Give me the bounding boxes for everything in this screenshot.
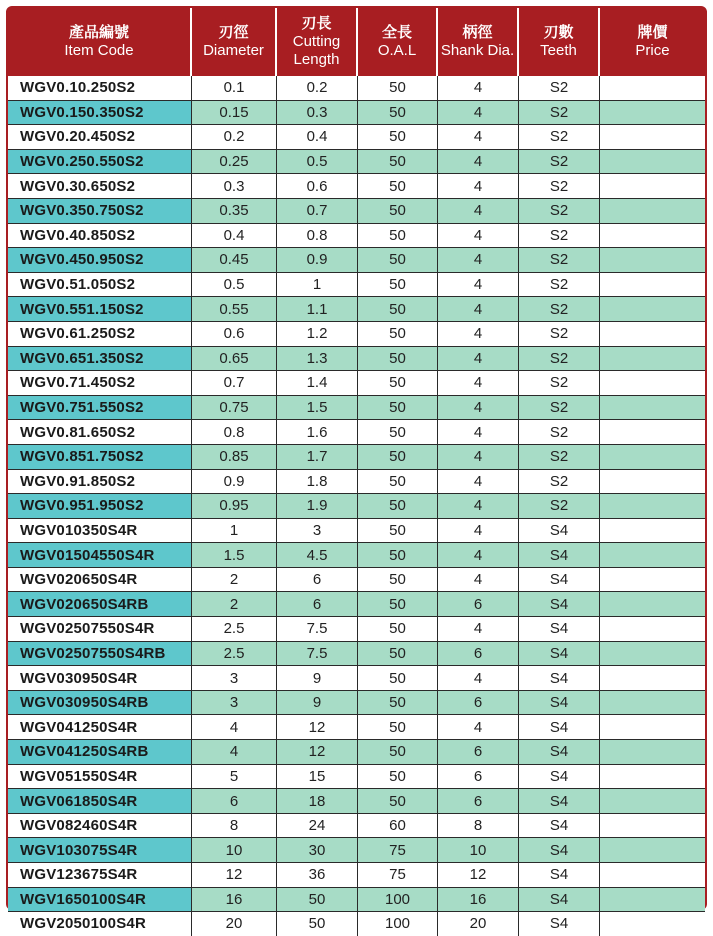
table-row — [8, 149, 705, 174]
cell-shank-dia: 4 — [438, 665, 519, 690]
cell-item-code: WGV0.350.750S2 — [8, 198, 192, 223]
cell-cutting-length: 1.6 — [277, 419, 358, 444]
cell-item-code: WGV1650100S4R — [8, 887, 192, 912]
cell-diameter: 0.45 — [192, 247, 277, 272]
cell-price — [600, 100, 705, 125]
cell-item-code: WGV0.250.550S2 — [8, 149, 192, 174]
cell-cutting-length: 7.5 — [277, 616, 358, 641]
cell-item-code: WGV0.61.250S2 — [8, 321, 192, 346]
cell-diameter: 0.8 — [192, 419, 277, 444]
table-row — [8, 714, 705, 739]
cell-shank-dia: 4 — [438, 616, 519, 641]
cell-shank-dia: 4 — [438, 542, 519, 567]
cell-diameter: 2.5 — [192, 641, 277, 666]
cell-cutting-length: 36 — [277, 862, 358, 887]
cell-oal: 50 — [358, 764, 438, 789]
cell-diameter: 2 — [192, 591, 277, 616]
cell-diameter: 12 — [192, 862, 277, 887]
cell-item-code: WGV123675S4R — [8, 862, 192, 887]
table-row — [8, 862, 705, 887]
cell-diameter: 0.4 — [192, 223, 277, 248]
cell-oal: 50 — [358, 518, 438, 543]
cell-cutting-length: 1.3 — [277, 346, 358, 371]
cell-teeth: S2 — [519, 395, 600, 420]
cell-diameter: 8 — [192, 813, 277, 838]
cell-teeth: S2 — [519, 173, 600, 198]
cell-cutting-length: 0.7 — [277, 198, 358, 223]
cell-cutting-length: 4.5 — [277, 542, 358, 567]
cell-price — [600, 469, 705, 494]
cell-cutting-length: 3 — [277, 518, 358, 543]
cell-shank-dia: 10 — [438, 837, 519, 862]
cell-teeth: S4 — [519, 665, 600, 690]
cell-teeth: S4 — [519, 911, 600, 936]
header-shank-dia: 柄徑 Shank Dia. — [438, 8, 519, 76]
product-spec-table-frame — [6, 6, 707, 933]
cell-item-code: WGV041250S4RB — [8, 739, 192, 764]
cell-shank-dia: 4 — [438, 714, 519, 739]
cell-teeth: S2 — [519, 444, 600, 469]
cell-item-code: WGV020650S4R — [8, 567, 192, 592]
table-row — [8, 124, 705, 149]
cell-price — [600, 911, 705, 936]
cell-oal: 50 — [358, 444, 438, 469]
cell-diameter: 2.5 — [192, 616, 277, 641]
cell-item-code: WGV02507550S4RB — [8, 641, 192, 666]
cell-diameter: 0.15 — [192, 100, 277, 125]
cell-teeth: S2 — [519, 493, 600, 518]
cell-cutting-length: 1.2 — [277, 321, 358, 346]
cell-item-code: WGV061850S4R — [8, 788, 192, 813]
header-teeth: 刃數 Teeth — [519, 8, 600, 76]
cell-shank-dia: 6 — [438, 641, 519, 666]
table-row — [8, 444, 705, 469]
cell-shank-dia: 4 — [438, 370, 519, 395]
cell-oal: 50 — [358, 100, 438, 125]
cell-price — [600, 887, 705, 912]
cell-cutting-length: 50 — [277, 887, 358, 912]
cell-item-code: WGV0.51.050S2 — [8, 272, 192, 297]
cell-shank-dia: 6 — [438, 690, 519, 715]
cell-cutting-length: 0.5 — [277, 149, 358, 174]
table-body — [8, 76, 705, 936]
cell-diameter: 10 — [192, 837, 277, 862]
table-row — [8, 616, 705, 641]
cell-cutting-length: 18 — [277, 788, 358, 813]
cell-oal: 75 — [358, 837, 438, 862]
cell-item-code: WGV020650S4RB — [8, 591, 192, 616]
cell-cutting-length: 9 — [277, 690, 358, 715]
cell-teeth: S4 — [519, 714, 600, 739]
cell-teeth: S2 — [519, 419, 600, 444]
cell-price — [600, 641, 705, 666]
cell-price — [600, 862, 705, 887]
cell-diameter: 2 — [192, 567, 277, 592]
cell-oal: 50 — [358, 370, 438, 395]
cell-item-code: WGV2050100S4R — [8, 911, 192, 936]
cell-cutting-length: 30 — [277, 837, 358, 862]
cell-item-code: WGV0.91.850S2 — [8, 469, 192, 494]
table-row — [8, 641, 705, 666]
table-row — [8, 321, 705, 346]
cell-item-code: WGV0.551.150S2 — [8, 296, 192, 321]
cell-teeth: S2 — [519, 149, 600, 174]
cell-diameter: 1.5 — [192, 542, 277, 567]
cell-oal: 50 — [358, 788, 438, 813]
cell-price — [600, 124, 705, 149]
cell-shank-dia: 4 — [438, 296, 519, 321]
cell-teeth: S4 — [519, 788, 600, 813]
cell-price — [600, 247, 705, 272]
product-spec-table — [8, 8, 705, 936]
table-row — [8, 100, 705, 125]
cell-shank-dia: 4 — [438, 518, 519, 543]
cell-item-code: WGV051550S4R — [8, 764, 192, 789]
cell-oal: 50 — [358, 641, 438, 666]
cell-price — [600, 518, 705, 543]
cell-cutting-length: 9 — [277, 665, 358, 690]
cell-price — [600, 321, 705, 346]
cell-cutting-length: 0.6 — [277, 173, 358, 198]
cell-shank-dia: 6 — [438, 788, 519, 813]
cell-diameter: 4 — [192, 714, 277, 739]
cell-teeth: S4 — [519, 764, 600, 789]
cell-price — [600, 788, 705, 813]
cell-diameter: 0.25 — [192, 149, 277, 174]
table-row — [8, 837, 705, 862]
cell-cutting-length: 0.8 — [277, 223, 358, 248]
cell-oal: 50 — [358, 690, 438, 715]
cell-diameter: 3 — [192, 665, 277, 690]
table-row — [8, 173, 705, 198]
cell-price — [600, 198, 705, 223]
cell-price — [600, 346, 705, 371]
cell-shank-dia: 4 — [438, 321, 519, 346]
cell-diameter: 0.2 — [192, 124, 277, 149]
cell-teeth: S4 — [519, 542, 600, 567]
cell-oal: 50 — [358, 493, 438, 518]
cell-shank-dia: 4 — [438, 124, 519, 149]
cell-item-code: WGV082460S4R — [8, 813, 192, 838]
cell-item-code: WGV010350S4R — [8, 518, 192, 543]
cell-price — [600, 296, 705, 321]
cell-shank-dia: 4 — [438, 198, 519, 223]
cell-price — [600, 591, 705, 616]
table-row — [8, 739, 705, 764]
table-row — [8, 493, 705, 518]
table-row — [8, 370, 705, 395]
cell-price — [600, 76, 705, 100]
cell-cutting-length: 50 — [277, 911, 358, 936]
header-price: 牌價 Price — [600, 8, 705, 76]
cell-item-code: WGV0.40.850S2 — [8, 223, 192, 248]
cell-cutting-length: 1.8 — [277, 469, 358, 494]
cell-item-code: WGV01504550S4R — [8, 542, 192, 567]
table-row — [8, 296, 705, 321]
cell-cutting-length: 12 — [277, 714, 358, 739]
table-row — [8, 813, 705, 838]
header-diameter: 刃徑 Diameter — [192, 8, 277, 76]
table-row — [8, 395, 705, 420]
cell-price — [600, 665, 705, 690]
cell-diameter: 0.5 — [192, 272, 277, 297]
cell-oal: 50 — [358, 616, 438, 641]
cell-oal: 50 — [358, 149, 438, 174]
cell-oal: 100 — [358, 911, 438, 936]
cell-cutting-length: 1 — [277, 272, 358, 297]
cell-cutting-length: 0.3 — [277, 100, 358, 125]
cell-teeth: S4 — [519, 641, 600, 666]
cell-price — [600, 542, 705, 567]
cell-diameter: 16 — [192, 887, 277, 912]
cell-oal: 50 — [358, 296, 438, 321]
cell-item-code: WGV0.150.350S2 — [8, 100, 192, 125]
cell-item-code: WGV0.751.550S2 — [8, 395, 192, 420]
cell-diameter: 0.6 — [192, 321, 277, 346]
cell-price — [600, 419, 705, 444]
cell-item-code: WGV02507550S4R — [8, 616, 192, 641]
cell-teeth: S2 — [519, 247, 600, 272]
table-row — [8, 788, 705, 813]
cell-price — [600, 690, 705, 715]
header-oal: 全長 O.A.L — [358, 8, 438, 76]
table-row — [8, 542, 705, 567]
table-row — [8, 346, 705, 371]
cell-teeth: S4 — [519, 739, 600, 764]
cell-oal: 50 — [358, 223, 438, 248]
cell-cutting-length: 6 — [277, 591, 358, 616]
cell-oal: 50 — [358, 173, 438, 198]
cell-cutting-length: 1.4 — [277, 370, 358, 395]
cell-cutting-length: 0.4 — [277, 124, 358, 149]
cell-cutting-length: 0.2 — [277, 76, 358, 100]
cell-oal: 50 — [358, 739, 438, 764]
cell-item-code: WGV0.651.350S2 — [8, 346, 192, 371]
table-row — [8, 518, 705, 543]
cell-oal: 50 — [358, 321, 438, 346]
cell-diameter: 20 — [192, 911, 277, 936]
cell-price — [600, 714, 705, 739]
cell-shank-dia: 8 — [438, 813, 519, 838]
cell-teeth: S4 — [519, 591, 600, 616]
cell-price — [600, 173, 705, 198]
cell-item-code: WGV0.71.450S2 — [8, 370, 192, 395]
cell-teeth: S4 — [519, 837, 600, 862]
cell-oal: 50 — [358, 76, 438, 100]
cell-cutting-length: 1.7 — [277, 444, 358, 469]
cell-teeth: S4 — [519, 567, 600, 592]
cell-oal: 50 — [358, 247, 438, 272]
cell-item-code: WGV030950S4R — [8, 665, 192, 690]
cell-cutting-length: 7.5 — [277, 641, 358, 666]
cell-teeth: S4 — [519, 616, 600, 641]
cell-shank-dia: 6 — [438, 739, 519, 764]
cell-oal: 50 — [358, 395, 438, 420]
cell-shank-dia: 4 — [438, 395, 519, 420]
cell-shank-dia: 4 — [438, 493, 519, 518]
table-row — [8, 247, 705, 272]
cell-shank-dia: 6 — [438, 591, 519, 616]
cell-price — [600, 223, 705, 248]
cell-cutting-length: 15 — [277, 764, 358, 789]
cell-oal: 60 — [358, 813, 438, 838]
cell-shank-dia: 4 — [438, 444, 519, 469]
table-row — [8, 223, 705, 248]
cell-price — [600, 567, 705, 592]
cell-price — [600, 837, 705, 862]
cell-oal: 50 — [358, 714, 438, 739]
cell-oal: 50 — [358, 346, 438, 371]
cell-diameter: 4 — [192, 739, 277, 764]
cell-oal: 50 — [358, 665, 438, 690]
cell-shank-dia: 4 — [438, 272, 519, 297]
cell-oal: 50 — [358, 124, 438, 149]
cell-teeth: S4 — [519, 813, 600, 838]
cell-shank-dia: 4 — [438, 76, 519, 100]
cell-diameter: 0.65 — [192, 346, 277, 371]
cell-oal: 50 — [358, 542, 438, 567]
cell-cutting-length: 1.9 — [277, 493, 358, 518]
table-row — [8, 690, 705, 715]
cell-teeth: S4 — [519, 862, 600, 887]
cell-shank-dia: 4 — [438, 567, 519, 592]
cell-price — [600, 395, 705, 420]
cell-diameter: 0.75 — [192, 395, 277, 420]
cell-diameter: 0.7 — [192, 370, 277, 395]
cell-shank-dia: 4 — [438, 247, 519, 272]
cell-item-code: WGV0.20.450S2 — [8, 124, 192, 149]
cell-price — [600, 493, 705, 518]
cell-oal: 50 — [358, 469, 438, 494]
cell-shank-dia: 6 — [438, 764, 519, 789]
table-row — [8, 469, 705, 494]
cell-teeth: S4 — [519, 887, 600, 912]
cell-shank-dia: 20 — [438, 911, 519, 936]
table-row — [8, 665, 705, 690]
cell-shank-dia: 4 — [438, 173, 519, 198]
cell-teeth: S2 — [519, 100, 600, 125]
table-row — [8, 887, 705, 912]
cell-teeth: S4 — [519, 690, 600, 715]
cell-teeth: S2 — [519, 370, 600, 395]
cell-teeth: S4 — [519, 518, 600, 543]
cell-cutting-length: 24 — [277, 813, 358, 838]
cell-cutting-length: 1.5 — [277, 395, 358, 420]
table-row — [8, 198, 705, 223]
table-row — [8, 764, 705, 789]
cell-item-code: WGV041250S4R — [8, 714, 192, 739]
cell-shank-dia: 4 — [438, 149, 519, 174]
cell-cutting-length: 0.9 — [277, 247, 358, 272]
cell-price — [600, 370, 705, 395]
cell-oal: 50 — [358, 198, 438, 223]
cell-teeth: S2 — [519, 272, 600, 297]
cell-item-code: WGV0.951.950S2 — [8, 493, 192, 518]
cell-oal: 50 — [358, 272, 438, 297]
cell-price — [600, 616, 705, 641]
cell-oal: 50 — [358, 591, 438, 616]
cell-shank-dia: 4 — [438, 419, 519, 444]
cell-diameter: 5 — [192, 764, 277, 789]
cell-shank-dia: 4 — [438, 223, 519, 248]
cell-diameter: 0.55 — [192, 296, 277, 321]
cell-item-code: WGV0.450.950S2 — [8, 247, 192, 272]
table-row — [8, 567, 705, 592]
cell-shank-dia: 4 — [438, 346, 519, 371]
cell-price — [600, 272, 705, 297]
cell-diameter: 0.9 — [192, 469, 277, 494]
cell-shank-dia: 4 — [438, 469, 519, 494]
table-row — [8, 591, 705, 616]
cell-diameter: 6 — [192, 788, 277, 813]
cell-price — [600, 764, 705, 789]
cell-diameter: 0.35 — [192, 198, 277, 223]
cell-cutting-length: 1.1 — [277, 296, 358, 321]
table-row — [8, 272, 705, 297]
cell-cutting-length: 6 — [277, 567, 358, 592]
cell-item-code: WGV0.81.650S2 — [8, 419, 192, 444]
cell-teeth: S2 — [519, 76, 600, 100]
cell-cutting-length: 12 — [277, 739, 358, 764]
cell-price — [600, 813, 705, 838]
cell-price — [600, 739, 705, 764]
cell-teeth: S2 — [519, 321, 600, 346]
cell-item-code: WGV0.10.250S2 — [8, 76, 192, 100]
cell-diameter: 0.1 — [192, 76, 277, 100]
cell-diameter: 0.95 — [192, 493, 277, 518]
table-row — [8, 911, 705, 936]
cell-teeth: S2 — [519, 223, 600, 248]
cell-shank-dia: 4 — [438, 100, 519, 125]
cell-item-code: WGV103075S4R — [8, 837, 192, 862]
cell-diameter: 0.3 — [192, 173, 277, 198]
cell-shank-dia: 12 — [438, 862, 519, 887]
cell-item-code: WGV0.30.650S2 — [8, 173, 192, 198]
table-header — [8, 8, 705, 76]
cell-teeth: S2 — [519, 296, 600, 321]
header-cutting-length: 刃長 Cutting Length — [277, 8, 358, 76]
cell-diameter: 3 — [192, 690, 277, 715]
cell-teeth: S2 — [519, 346, 600, 371]
cell-oal: 50 — [358, 419, 438, 444]
cell-diameter: 0.85 — [192, 444, 277, 469]
cell-item-code: WGV0.851.750S2 — [8, 444, 192, 469]
cell-item-code: WGV030950S4RB — [8, 690, 192, 715]
cell-price — [600, 149, 705, 174]
table-row — [8, 76, 705, 100]
cell-diameter: 1 — [192, 518, 277, 543]
cell-price — [600, 444, 705, 469]
table-row — [8, 419, 705, 444]
cell-oal: 100 — [358, 887, 438, 912]
cell-teeth: S2 — [519, 124, 600, 149]
cell-teeth: S2 — [519, 469, 600, 494]
cell-shank-dia: 16 — [438, 887, 519, 912]
cell-oal: 50 — [358, 567, 438, 592]
cell-oal: 75 — [358, 862, 438, 887]
cell-teeth: S2 — [519, 198, 600, 223]
header-item-code: 產品編號 Item Code — [8, 8, 192, 76]
